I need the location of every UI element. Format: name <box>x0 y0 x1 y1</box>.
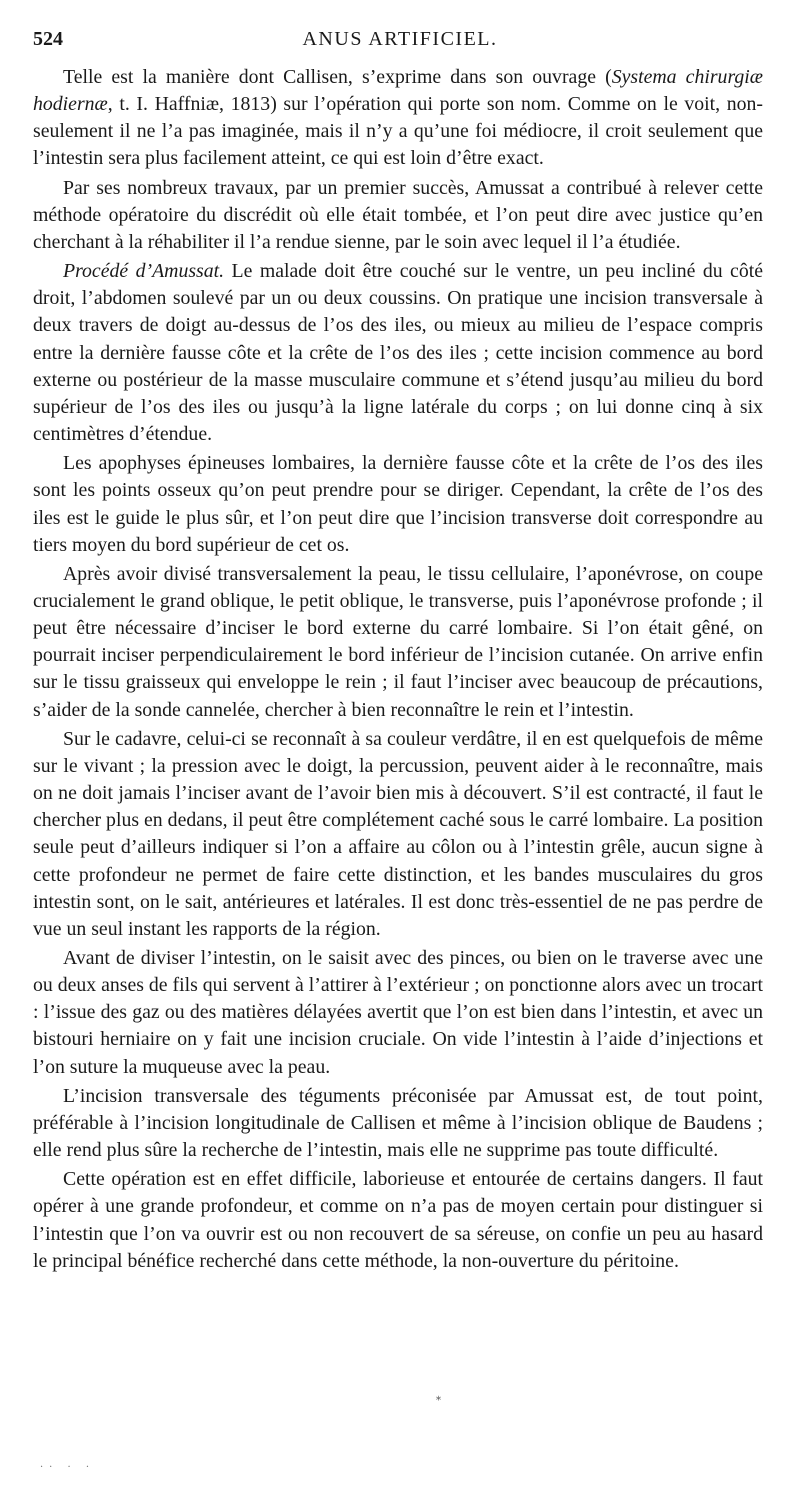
paragraph <box>33 945 763 1081</box>
text-run: , t. I. Haffniæ, 1813) sur l’opération qui porte son nom. Comme on le voit, non-seulement il ne l’a pas imaginée, mais il n’y a qu’une foi médiocre, il croit seulement que l’intestin sera plus facilement atteint, ce qui est loin d’être exact. <box>33 93 763 170</box>
italic-text: Procédé d’Amussat. <box>63 260 225 283</box>
text-run: Telle est la manière dont Callisen, s’exprime dans son ouvrage ( <box>63 66 612 88</box>
italic-text: Systema chirurgiæ hodiernæ <box>33 66 763 116</box>
text-run: L’incision transversale des téguments préconisée par Amussat est, de tout point, préférable à l’incision longitudinale de Callisen et même à l’incision oblique de Baudens ; elle rend plus sûre la recherche de l’intestin, mais elle ne supprime pas toute difficulté. <box>33 1084 763 1162</box>
paragraph <box>33 561 763 724</box>
bleed-through-marks: ·· · · <box>40 1462 96 1473</box>
body-text <box>33 64 763 1277</box>
paragraph <box>33 64 763 173</box>
text-run: Le malade doit être couché sur le ventre, un peu incliné du côté droit, l’abdomen soulevé par un ou deux coussins. On pratique une incision transversale à deux travers de doigt au-dessus de l’os des iles, ou mieux au milieu de l’espace compris entre la dernière fausse côte et la crête de l’os des iles ; cette incision commence au bord externe ou postérieur de la masse musculaire commune et s’étend jusqu’au milieu du bord supérieur de l’os des iles ou jusqu’à la ligne latérale du corps ; on lui donne cinq à six centimètres d’étendue. <box>33 260 763 446</box>
text-run: Par ses nombreux travaux, par un premier succès, Amussat a contribué à relever cette méthode opératoire du discrédit où elle était tombée, et l’on peut dire avec justice qu’en cherchant à la réhabiliter il l’a rendue sienne, par le soin avec lequel il l’a étudiée. <box>33 176 763 253</box>
text-run: Les apophyses épineuses lombaires, la dernière fausse côte et la crête de l’os des iles sont les points osseux qu’on peut prendre pour se diriger. Cependant, la crête de l’os des iles est le guide le plus sûr, et l’on peut dire que l’incision transverse doit correspondre au tiers moyen du bord supérieur de cet os. <box>33 452 763 556</box>
text-run: Avant de diviser l’intestin, on le saisit avec des pinces, ou bien on le traverse avec une ou deux anses de fils qui servent à l’attirer à l’extérieur ; on ponctionne alors avec un trocart : l’issue des gaz ou des matières délayées avertit que l’on est bien dans l’intestin, et avec un bistouri herniaire on y fait une incision cruciale. On vide l’intestin à l’aide d’injections et l’on suture la muqueuse avec la peau. <box>33 947 763 1078</box>
paragraph <box>33 1166 763 1275</box>
text-run: Sur le cadavre, celui-ci se reconnaît à sa couleur verdâtre, il en est quelquefois de même sur le vivant ; la pression avec le doigt, la percussion, peuvent aider à le reconnaître, mais on ne doit jamais l’inciser avant de l’avoir bien mis à découvert. S’il est contracté, il faut le chercher plus en dedans, il peut être complétement caché sous le carré lombaire. La position seule peut d’ailleurs indiquer si l’on a affaire au côlon ou à l’intestin grêle, aucun signe à cette profondeur ne permet de faire cette distinction, et les bandes musculaires du gros intestin sont, on le sait, antérieures et latérales. Il est donc très-essentiel de ne pas perdre de vue un seul instant les rapports de la région. <box>33 727 763 940</box>
page-number: 524 <box>33 28 63 50</box>
paragraph <box>33 258 763 448</box>
paragraph <box>33 726 763 943</box>
paragraph <box>33 1083 763 1164</box>
paragraph <box>33 175 763 256</box>
running-title: ANUS ARTIFICIEL. <box>302 28 498 50</box>
printer-mark: ⁎ <box>436 1392 441 1403</box>
text-run: Cette opération est en effet difficile, laborieuse et entourée de certains dangers. Il faut opérer à une grande profondeur, et comme on n’a pas de moyen certain pour distinguer si l’intestin que l’on va ouvrir est ou non recouvert de sa séreuse, on confie un peu au hasard le principal bénéfice recherché dans cette méthode, la non-ouverture du péritoine. <box>33 1168 763 1272</box>
page-header <box>33 28 767 58</box>
text-run: Après avoir divisé transversalement la peau, le tissu cellulaire, l’aponévrose, on coupe crucialement le grand oblique, le petit oblique, le transverse, puis l’aponévrose profonde ; il peut être nécessaire d’inciser le bord externe du carré lombaire. Si l’on était gêné, on pourrait inciser perpendiculairement le bord inférieur de l’incision cutanée. On arrive enfin sur le tissu graisseux qui enveloppe le rein ; il faut l’inciser avec beaucoup de précautions, s’aider de la sonde cannelée, chercher à bien reconnaître le rein et l’intestin. <box>33 562 763 721</box>
paragraph <box>33 450 763 559</box>
